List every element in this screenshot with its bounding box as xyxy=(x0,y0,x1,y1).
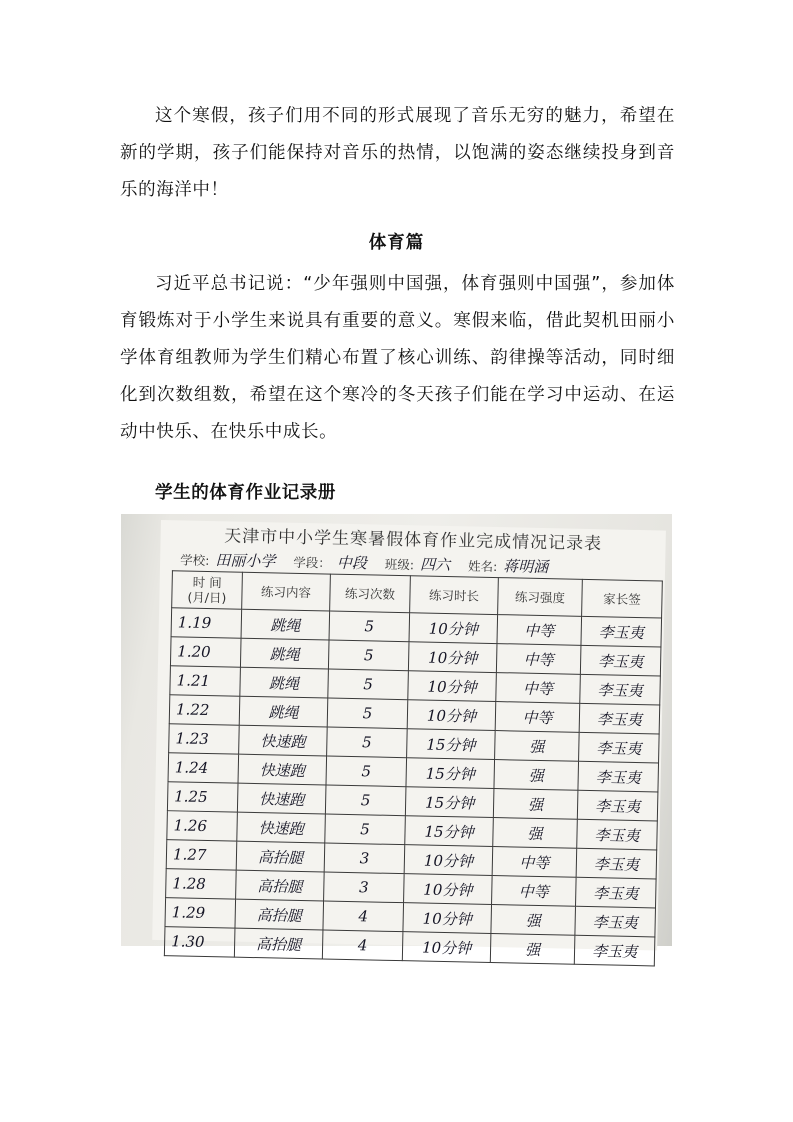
cell-duration: 10分钟 xyxy=(407,700,496,731)
cell-intensity: 中等 xyxy=(495,702,580,733)
cell-date: 1.21 xyxy=(170,666,241,696)
cell-duration: 10分钟 xyxy=(408,642,497,673)
cell-date: 1.27 xyxy=(166,840,237,870)
cell-date: 1.23 xyxy=(169,724,240,754)
record-sheet-title: 天津市中小学生寒暑假体育作业完成情况记录表 xyxy=(223,526,603,555)
cell-parent: 李玉夷 xyxy=(574,935,655,966)
sports-intro-paragraph: 习近平总书记说：“少年强则中国强，体育强则中国强”，参加体育锻炼对于小学生来说具有重要的意义。寒假来临，借此契机田丽小学体育组教师为学生们精心布置了核心训练、韵律操等活动，同时细化到次数组数，希望在这个寒冷的冬天孩子们能在学习中运动、在运动中快乐、在快乐中成长。 xyxy=(120,274,675,442)
cell-date: 1.20 xyxy=(170,637,241,667)
cell-intensity: 中等 xyxy=(496,644,581,675)
cell-duration: 10分钟 xyxy=(404,845,493,876)
cell-date: 1.30 xyxy=(164,927,235,957)
header-time-line2: (月/日) xyxy=(187,589,227,606)
cell-intensity: 中等 xyxy=(496,673,581,704)
cell-content: 跳绳 xyxy=(241,609,330,640)
cell-intensity: 强 xyxy=(491,905,576,936)
cell-content: 快速跑 xyxy=(238,754,327,785)
cell-date: 1.22 xyxy=(169,695,240,725)
class-label: 班级: xyxy=(384,556,415,573)
cell-intensity: 中等 xyxy=(492,876,577,907)
cell-duration: 10分钟 xyxy=(403,903,492,934)
cell-date: 1.29 xyxy=(165,898,236,928)
header-intensity: 练习强度 xyxy=(498,578,583,617)
cell-content: 快速跑 xyxy=(237,812,326,843)
cell-parent: 李玉夷 xyxy=(579,703,660,734)
cell-duration: 15分钟 xyxy=(405,787,494,818)
header-count: 练习次数 xyxy=(330,574,411,613)
cell-date: 1.28 xyxy=(166,869,237,899)
cell-parent: 李玉夷 xyxy=(581,616,662,647)
cell-duration: 15分钟 xyxy=(407,729,496,760)
music-closing-paragraph: 这个寒假，孩子们用不同的形式展现了音乐无穷的魅力，希望在新的学期，孩子们能保持对音乐的热情，以饱满的姿态继续投身到音乐的海洋中！ xyxy=(120,106,675,200)
cell-content: 跳绳 xyxy=(240,667,329,698)
cell-date: 1.24 xyxy=(168,753,239,783)
cell-intensity: 中等 xyxy=(497,615,582,646)
cell-count: 5 xyxy=(325,814,406,845)
cell-count: 4 xyxy=(322,930,403,961)
cell-intensity: 强 xyxy=(495,731,580,762)
cell-content: 高抬腿 xyxy=(234,928,323,959)
cell-parent: 李玉夷 xyxy=(577,819,658,850)
cell-count: 5 xyxy=(328,640,409,671)
cell-date: 1.25 xyxy=(167,782,238,812)
cell-duration: 10分钟 xyxy=(409,613,498,644)
cell-parent: 李玉夷 xyxy=(578,761,659,792)
cell-count: 5 xyxy=(327,698,408,729)
cell-parent: 李玉夷 xyxy=(576,877,657,908)
stage-value: 中段 xyxy=(336,553,368,573)
cell-count: 5 xyxy=(327,727,408,758)
cell-count: 5 xyxy=(329,611,410,642)
header-duration: 练习时长 xyxy=(410,576,499,615)
class-value: 四六 xyxy=(419,555,451,575)
header-parent: 家长签 xyxy=(582,579,663,618)
cell-content: 高抬腿 xyxy=(235,899,324,930)
cell-content: 跳绳 xyxy=(239,696,328,727)
cell-intensity: 强 xyxy=(493,818,578,849)
cell-duration: 15分钟 xyxy=(406,758,495,789)
photo-caption: 学生的体育作业记录册 xyxy=(155,483,336,503)
cell-parent: 李玉夷 xyxy=(579,732,660,763)
cell-content: 高抬腿 xyxy=(236,841,325,872)
cell-count: 5 xyxy=(328,669,409,700)
cell-parent: 李玉夷 xyxy=(580,674,661,705)
cell-parent: 李玉夷 xyxy=(575,906,656,937)
cell-duration: 10分钟 xyxy=(402,932,491,963)
cell-intensity: 强 xyxy=(490,933,575,964)
school-value: 田丽小学 xyxy=(215,551,276,571)
cell-count: 4 xyxy=(323,901,404,932)
header-content: 练习内容 xyxy=(242,572,331,611)
cell-duration: 10分钟 xyxy=(408,671,497,702)
cell-intensity: 中等 xyxy=(492,847,577,878)
cell-parent: 李玉夷 xyxy=(576,848,657,879)
section-heading-sports: 体育篇 xyxy=(368,233,425,253)
header-time-line1: 时 间 xyxy=(192,574,222,591)
cell-duration: 10分钟 xyxy=(404,874,493,905)
cell-parent: 李玉夷 xyxy=(577,790,658,821)
cell-intensity: 强 xyxy=(494,760,579,791)
cell-date: 1.26 xyxy=(167,811,238,841)
cell-intensity: 强 xyxy=(493,789,578,820)
school-label: 学校: xyxy=(180,552,210,569)
cell-duration: 15分钟 xyxy=(405,816,494,847)
cell-parent: 李玉夷 xyxy=(580,645,661,676)
cell-content: 快速跑 xyxy=(239,725,328,756)
cell-content: 快速跑 xyxy=(237,783,326,814)
header-time xyxy=(172,571,243,609)
record-sheet xyxy=(152,520,666,961)
cell-count: 5 xyxy=(326,756,407,787)
name-label: 姓名: xyxy=(467,558,498,575)
table-body xyxy=(164,608,661,966)
record-sheet-photo xyxy=(121,514,672,961)
cell-content: 跳绳 xyxy=(240,638,329,669)
cell-count: 3 xyxy=(324,872,405,903)
stage-label: 学段： xyxy=(293,554,332,571)
name-value: 蒋明涵 xyxy=(503,557,549,577)
cell-count: 5 xyxy=(325,785,406,816)
exercise-record-table xyxy=(164,570,663,966)
cell-content: 高抬腿 xyxy=(236,870,325,901)
cell-count: 3 xyxy=(324,843,405,874)
cell-date: 1.19 xyxy=(171,608,242,638)
